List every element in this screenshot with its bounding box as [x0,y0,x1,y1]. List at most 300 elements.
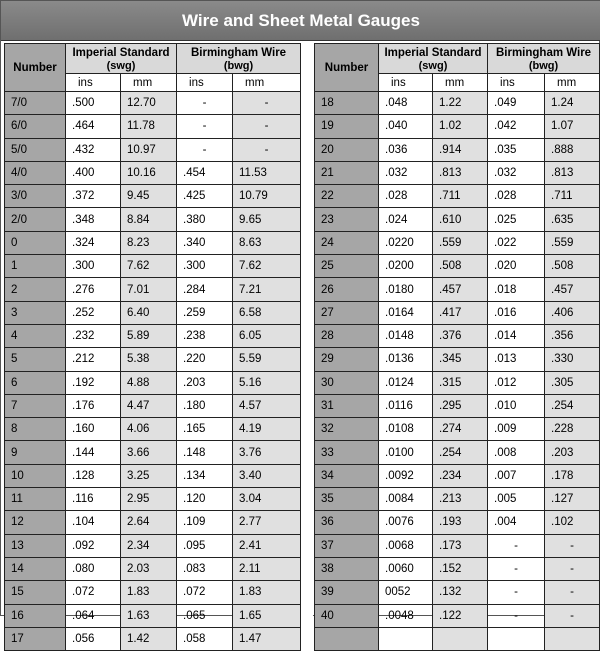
bwg-mm-cell: 1.07 [545,115,600,138]
bwg-ins-cell: .035 [488,138,545,161]
number-header: Number [315,44,379,92]
bwg-ins-cell: - [488,534,545,557]
bwg-ins-cell: .083 [177,557,233,580]
table-row [315,581,600,604]
gauge-number-cell: 20 [315,138,379,161]
bwg-ins-cell: .022 [488,231,545,254]
table-row [315,627,600,650]
bwg-ins-cell: .454 [177,161,233,184]
swg-ins-cell: .072 [66,581,121,604]
bwg-ins-cell: .042 [488,115,545,138]
table-row [315,464,600,487]
swg-ins-cell: .0136 [379,348,433,371]
swg-mm-cell: .711 [433,185,488,208]
gauge-number-cell: 3 [5,301,66,324]
swg-mm-cell: .274 [433,418,488,441]
bwg-ins-cell: .072 [177,581,233,604]
gauge-number-cell: 11 [5,488,66,511]
imperial-standard-title: Imperial Standard [72,46,170,59]
gauge-number-cell: 23 [315,208,379,231]
swg-mm-cell: .315 [433,371,488,394]
bwg-mm-cell: .711 [545,185,600,208]
bwg-mm-cell: .228 [545,418,600,441]
bwg-ins-cell: .259 [177,301,233,324]
gauge-number-cell [315,627,379,650]
swg-mm-cell: 1.02 [433,115,488,138]
gauge-number-cell: 32 [315,418,379,441]
swg-ins-cell: .0076 [379,511,433,534]
swg-ins-cell: .0200 [379,255,433,278]
table-row [5,441,301,464]
swg-ins-cell: .252 [66,301,121,324]
imperial-standard-sub: (swg) [418,59,448,72]
swg-ins-cell: .064 [66,604,121,627]
bwg-mm-cell: .635 [545,208,600,231]
bwg-ins-cell: .058 [177,627,233,650]
table-row [5,115,301,138]
bwg-mm-cell [545,627,600,650]
swg-mm-cell: 2.34 [121,534,177,557]
swg-mm-cell: 5.38 [121,348,177,371]
swg-ins-cell: .432 [66,138,121,161]
swg-mm-cell: .914 [433,138,488,161]
swg-mm-cell: 5.89 [121,324,177,347]
bwg-mm-cell: .178 [545,464,600,487]
swg-mm-cell: 12.70 [121,92,177,115]
bwg-mm-cell: .330 [545,348,600,371]
swg-mm-cell: 8.84 [121,208,177,231]
swg-mm-cell: 3.66 [121,441,177,464]
swg-mm-cell: .193 [433,511,488,534]
swg-mm-cell: .152 [433,557,488,580]
table-row [5,92,301,115]
bwg-mm-cell: 11.53 [233,161,301,184]
bwg-mm-cell: - [545,581,600,604]
table-row [315,441,600,464]
table-row [5,324,301,347]
gauge-number-cell: 33 [315,441,379,464]
gauge-number-cell: 27 [315,301,379,324]
gauge-number-cell: 19 [315,115,379,138]
table-row [315,324,600,347]
swg-mm-cell: .234 [433,464,488,487]
gauge-number-cell: 17 [5,627,66,650]
bwg-ins-cell: .005 [488,488,545,511]
gauge-number-cell: 14 [5,557,66,580]
table-row [5,557,301,580]
gauge-number-cell: 40 [315,604,379,627]
swg-ins-cell: .464 [66,115,121,138]
imperial-standard-header [66,44,177,74]
bwg-mm-cell: 7.62 [233,255,301,278]
gauge-number-cell: 38 [315,557,379,580]
swg-mm-cell: .457 [433,278,488,301]
bwg-ins-cell: .032 [488,161,545,184]
table-row [315,394,600,417]
bwg-mm-cell: - [233,138,301,161]
table-row [315,371,600,394]
bwg-ins-cell: .028 [488,185,545,208]
swg-ins-cell: .024 [379,208,433,231]
bwg-mm-cell: .457 [545,278,600,301]
swg-mm-cell: 8.23 [121,231,177,254]
bwg-ins-cell: .095 [177,534,233,557]
swg-mm-cell: 2.64 [121,511,177,534]
gauge-number-cell: 24 [315,231,379,254]
swg-mm-cell: 6.40 [121,301,177,324]
swg-mm-cell: .173 [433,534,488,557]
bwg-mm-cell: .127 [545,488,600,511]
gauge-number-cell: 13 [5,534,66,557]
table-row [5,348,301,371]
imperial-mm-header: mm [121,74,177,92]
gauge-number-cell: 4 [5,324,66,347]
swg-ins-cell: .0048 [379,604,433,627]
swg-ins-cell: .056 [66,627,121,650]
gauge-number-cell: 18 [315,92,379,115]
bwg-ins-cell: .013 [488,348,545,371]
imperial-ins-header: ins [379,74,433,92]
table-row [5,185,301,208]
table-row [315,418,600,441]
swg-ins-cell: .0180 [379,278,433,301]
gauge-number-cell: 35 [315,488,379,511]
birmingham-wire-title: Birmingham Wire [495,46,592,59]
swg-mm-cell: 10.16 [121,161,177,184]
bwg-mm-cell: 6.05 [233,324,301,347]
table-row [315,231,600,254]
birmingham-wire-sub: (bwg) [223,59,254,72]
swg-mm-cell: 1.83 [121,581,177,604]
swg-mm-cell: .813 [433,161,488,184]
swg-ins-cell: .0068 [379,534,433,557]
bwg-ins-cell: - [177,92,233,115]
swg-ins-cell: .192 [66,371,121,394]
swg-mm-cell: 2.95 [121,488,177,511]
birmingham-mm-header: mm [545,74,600,92]
bwg-mm-cell: 4.57 [233,394,301,417]
left-gauge-table [4,43,301,651]
table-row [315,348,600,371]
bwg-ins-cell: - [177,138,233,161]
table-row [5,231,301,254]
bwg-mm-cell: 7.21 [233,278,301,301]
table-row [315,161,600,184]
table-row [315,115,600,138]
swg-ins-cell: .028 [379,185,433,208]
bwg-mm-cell: .888 [545,138,600,161]
gauge-number-cell: 36 [315,511,379,534]
bwg-ins-cell: .380 [177,208,233,231]
swg-mm-cell: 7.62 [121,255,177,278]
bwg-ins-cell: .109 [177,511,233,534]
table-row [315,488,600,511]
swg-ins-cell: .232 [66,324,121,347]
gauge-number-cell: 3/0 [5,185,66,208]
swg-mm-cell: 4.06 [121,418,177,441]
bwg-mm-cell: .559 [545,231,600,254]
gauge-number-cell: 5 [5,348,66,371]
swg-mm-cell: 1.22 [433,92,488,115]
birmingham-wire-header [177,44,301,74]
swg-ins-cell [379,627,433,650]
bwg-ins-cell: .165 [177,418,233,441]
swg-mm-cell: 10.97 [121,138,177,161]
bwg-ins-cell: .014 [488,324,545,347]
table-row [5,278,301,301]
swg-mm-cell: 7.01 [121,278,177,301]
swg-ins-cell: .0108 [379,418,433,441]
swg-mm-cell: .295 [433,394,488,417]
swg-ins-cell: .0100 [379,441,433,464]
table-row [315,511,600,534]
bwg-ins-cell: .016 [488,301,545,324]
gauge-number-cell: 1 [5,255,66,278]
swg-mm-cell: .254 [433,441,488,464]
swg-ins-cell: .128 [66,464,121,487]
bwg-mm-cell: 10.79 [233,185,301,208]
swg-ins-cell: .0220 [379,231,433,254]
swg-ins-cell: .276 [66,278,121,301]
gauge-number-cell: 8 [5,418,66,441]
bwg-ins-cell: .238 [177,324,233,347]
gauge-number-cell: 26 [315,278,379,301]
gauge-number-cell: 28 [315,324,379,347]
table-row [5,464,301,487]
gauge-number-cell: 0 [5,231,66,254]
swg-ins-cell: .212 [66,348,121,371]
bwg-mm-cell: .406 [545,301,600,324]
table-row [315,185,600,208]
bwg-mm-cell: 1.47 [233,627,301,650]
gauge-number-cell: 34 [315,464,379,487]
table-row [315,255,600,278]
swg-mm-cell: 9.45 [121,185,177,208]
table-row [315,301,600,324]
swg-mm-cell: .345 [433,348,488,371]
swg-mm-cell: 3.25 [121,464,177,487]
bwg-mm-cell: 2.41 [233,534,301,557]
gauge-number-cell: 9 [5,441,66,464]
left-table-body [5,92,301,651]
table-row [315,557,600,580]
bwg-ins-cell: .065 [177,604,233,627]
table-row [5,394,301,417]
bwg-ins-cell: .300 [177,255,233,278]
bwg-ins-cell: .284 [177,278,233,301]
bwg-mm-cell: .102 [545,511,600,534]
bwg-mm-cell: 9.65 [233,208,301,231]
bwg-ins-cell: .049 [488,92,545,115]
swg-ins-cell: .372 [66,185,121,208]
bwg-ins-cell: .340 [177,231,233,254]
bwg-ins-cell: .203 [177,371,233,394]
swg-ins-cell: .0060 [379,557,433,580]
gauge-number-cell: 22 [315,185,379,208]
birmingham-mm-header: mm [233,74,301,92]
swg-ins-cell: .176 [66,394,121,417]
gauge-number-cell: 4/0 [5,161,66,184]
swg-mm-cell: 4.88 [121,371,177,394]
swg-ins-cell: .0124 [379,371,433,394]
table-row [5,488,301,511]
bwg-ins-cell: .180 [177,394,233,417]
bwg-mm-cell: 1.24 [545,92,600,115]
swg-mm-cell: .132 [433,581,488,604]
swg-ins-cell: .0092 [379,464,433,487]
bwg-ins-cell: - [488,581,545,604]
gauge-number-cell: 16 [5,604,66,627]
swg-mm-cell: .376 [433,324,488,347]
swg-ins-cell: .160 [66,418,121,441]
bwg-mm-cell: .203 [545,441,600,464]
page-title: Wire and Sheet Metal Gauges [1,1,600,41]
imperial-ins-header: ins [66,74,121,92]
table-row [315,534,600,557]
bwg-ins-cell: - [488,604,545,627]
swg-ins-cell: .300 [66,255,121,278]
gauge-number-cell: 25 [315,255,379,278]
swg-ins-cell: .032 [379,161,433,184]
right-gauge-table [314,43,600,651]
swg-mm-cell: 4.47 [121,394,177,417]
bwg-mm-cell: - [233,92,301,115]
swg-ins-cell: .104 [66,511,121,534]
number-header: Number [5,44,66,92]
table-row [5,511,301,534]
swg-mm-cell: .559 [433,231,488,254]
right-table-body [315,92,600,651]
bwg-mm-cell: 1.83 [233,581,301,604]
gauge-number-cell: 15 [5,581,66,604]
swg-mm-cell: 11.78 [121,115,177,138]
bwg-ins-cell: .004 [488,511,545,534]
swg-mm-cell: .213 [433,488,488,511]
bwg-mm-cell: 2.11 [233,557,301,580]
bwg-mm-cell: 8.63 [233,231,301,254]
gauge-number-cell: 37 [315,534,379,557]
gauge-number-cell: 30 [315,371,379,394]
swg-ins-cell: .324 [66,231,121,254]
bwg-mm-cell: .305 [545,371,600,394]
bwg-mm-cell: 4.19 [233,418,301,441]
bwg-mm-cell: 3.76 [233,441,301,464]
bwg-mm-cell: .254 [545,394,600,417]
gauge-number-cell: 21 [315,161,379,184]
bwg-ins-cell: .025 [488,208,545,231]
bwg-ins-cell: .425 [177,185,233,208]
bwg-mm-cell: .356 [545,324,600,347]
bwg-mm-cell: .508 [545,255,600,278]
imperial-standard-header [379,44,488,74]
bwg-mm-cell: - [545,604,600,627]
gauge-number-cell: 5/0 [5,138,66,161]
bwg-mm-cell: - [545,534,600,557]
gauge-number-cell: 39 [315,581,379,604]
bwg-ins-cell: .009 [488,418,545,441]
swg-mm-cell: .122 [433,604,488,627]
bwg-ins-cell: .220 [177,348,233,371]
table-row [5,301,301,324]
swg-mm-cell: 2.03 [121,557,177,580]
swg-ins-cell: .0148 [379,324,433,347]
bwg-ins-cell: - [177,115,233,138]
table-row [315,92,600,115]
gauge-number-cell: 10 [5,464,66,487]
gauge-number-cell: 12 [5,511,66,534]
swg-ins-cell: .0164 [379,301,433,324]
swg-ins-cell: .116 [66,488,121,511]
bwg-ins-cell: .134 [177,464,233,487]
column-gap [301,43,313,617]
swg-ins-cell: .0084 [379,488,433,511]
bwg-ins-cell: .007 [488,464,545,487]
swg-ins-cell: .400 [66,161,121,184]
gauge-number-cell: 6 [5,371,66,394]
birmingham-ins-header: ins [177,74,233,92]
bwg-mm-cell: 3.04 [233,488,301,511]
swg-ins-cell: .040 [379,115,433,138]
table-row [315,278,600,301]
bwg-mm-cell: 5.59 [233,348,301,371]
birmingham-ins-header: ins [488,74,545,92]
table-row [315,138,600,161]
imperial-standard-title: Imperial Standard [384,46,482,59]
table-row [5,581,301,604]
gauge-number-cell: 2/0 [5,208,66,231]
birmingham-wire-header [488,44,600,74]
table-row [5,138,301,161]
table-row [5,161,301,184]
bwg-mm-cell: - [545,557,600,580]
imperial-mm-header: mm [433,74,488,92]
bwg-ins-cell: .012 [488,371,545,394]
swg-ins-cell: .500 [66,92,121,115]
swg-ins-cell: .0116 [379,394,433,417]
table-row [5,534,301,557]
swg-mm-cell: 1.63 [121,604,177,627]
bwg-ins-cell: .018 [488,278,545,301]
bwg-ins-cell: .148 [177,441,233,464]
gauge-number-cell: 29 [315,348,379,371]
bwg-mm-cell: 3.40 [233,464,301,487]
bwg-mm-cell: 2.77 [233,511,301,534]
bwg-mm-cell: .813 [545,161,600,184]
table-row [315,208,600,231]
swg-ins-cell: .092 [66,534,121,557]
bwg-mm-cell: 5.16 [233,371,301,394]
gauge-number-cell: 7/0 [5,92,66,115]
bwg-ins-cell: .020 [488,255,545,278]
swg-mm-cell [433,627,488,650]
swg-ins-cell: .144 [66,441,121,464]
swg-ins-cell: .036 [379,138,433,161]
table-row [5,627,301,650]
table-row [5,371,301,394]
table-row [5,208,301,231]
gauge-number-cell: 31 [315,394,379,417]
swg-ins-cell: .348 [66,208,121,231]
bwg-ins-cell: .008 [488,441,545,464]
bwg-ins-cell: .120 [177,488,233,511]
swg-mm-cell: .508 [433,255,488,278]
bwg-mm-cell: 1.65 [233,604,301,627]
bwg-ins-cell [488,627,545,650]
swg-mm-cell: .610 [433,208,488,231]
gauge-number-cell: 6/0 [5,115,66,138]
swg-ins-cell: .048 [379,92,433,115]
bwg-mm-cell: - [233,115,301,138]
